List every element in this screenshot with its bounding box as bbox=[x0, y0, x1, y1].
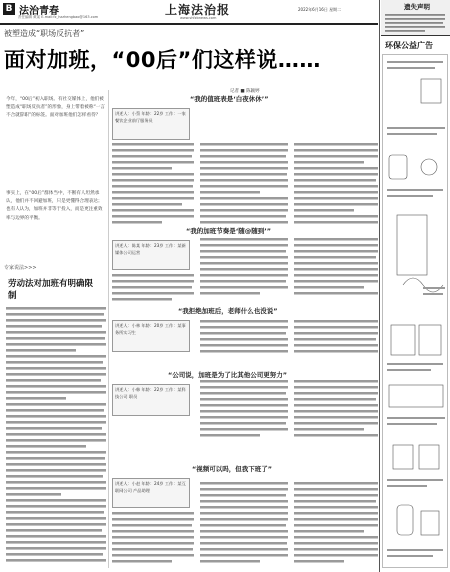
header-rule bbox=[0, 23, 378, 25]
section-3-body bbox=[112, 318, 380, 358]
section-2-body bbox=[112, 218, 380, 302]
section-title-3: “我拒绝加班后，老师什么也没说” bbox=[178, 307, 278, 315]
profile-box-2: 讲述人：陈某 年龄：23岁 工作：某新媒体公司运营 bbox=[112, 240, 190, 270]
expert-body bbox=[6, 305, 106, 567]
newspaper-masthead: 上海法治报 bbox=[165, 3, 231, 17]
section-title-1: “我的值班表是‘白夜休休’” bbox=[190, 95, 269, 103]
body-text-lines bbox=[6, 305, 106, 567]
expert-tag: 专家说法>>> bbox=[4, 265, 37, 271]
profile-box-1: 讲述人：小蔡 年龄：22岁 工作：一家餐饮企业前厅服务员 bbox=[112, 108, 190, 140]
section-title-5: “视频可以吗，但我下班了” bbox=[192, 465, 273, 473]
lead-text-2: 事实上，在“00后”群体当中，不断有人坦然承认，他们并不回避加班，只是更懂得合理表达；也有人认为，加班并非等于投入，而是更注重效率与边界的平衡。 bbox=[6, 191, 103, 221]
ad-illustration bbox=[383, 55, 449, 569]
issue-date: 2022年6月16日 星期二 bbox=[298, 7, 342, 12]
ad-panel bbox=[382, 54, 448, 568]
section-4-body bbox=[112, 358, 380, 458]
profile-box-4: 讲述人：小韩 年龄：22岁 工作：某科技公司 职员 bbox=[112, 384, 190, 416]
profile-box-3: 讲述人：小林 年龄：20岁 工作：某事务所实习生 bbox=[112, 320, 190, 352]
section-title-2: “我的加班节奏是‘随@随到’” bbox=[186, 227, 271, 235]
main-headline: 面对加班，“00后”们这样说…… bbox=[4, 48, 321, 72]
headline-kicker: 被塑造成“职场反抗者” bbox=[4, 29, 85, 38]
section-name: 法治青春 bbox=[19, 6, 59, 17]
notice-title: 遗失声明 bbox=[404, 3, 430, 11]
sidebar-divider bbox=[379, 0, 380, 572]
ad-title: 环保公益广告 bbox=[385, 41, 433, 50]
editor-info: 责任编辑 黄某 E-mail:fz_hzzhengbao@163.com bbox=[18, 15, 99, 19]
section-5-body bbox=[112, 478, 380, 570]
reporter-byline: 记者 ■ 陈颖婷 bbox=[230, 89, 260, 94]
column-divider bbox=[108, 90, 109, 568]
section-logo: B bbox=[3, 3, 15, 15]
website-url: www.shfzbnews.com bbox=[180, 16, 217, 20]
lead-text: 今年，“00后”初入职场。有社交媒体上，他们被塑造成“职场反抗者”的形象，身上带着被称“一言不合就辞职”的标签。面对加班他们怎样看待？ bbox=[6, 97, 106, 119]
expert-title: 劳动法对加班有明确限制 bbox=[8, 279, 94, 301]
section-title-4: “公司说，加班是为了比其他公司更努力” bbox=[168, 371, 288, 379]
profile-box-5: 讲述人：小赵 年龄：24岁 工作：某互联网公司 产品助理 bbox=[112, 478, 190, 508]
